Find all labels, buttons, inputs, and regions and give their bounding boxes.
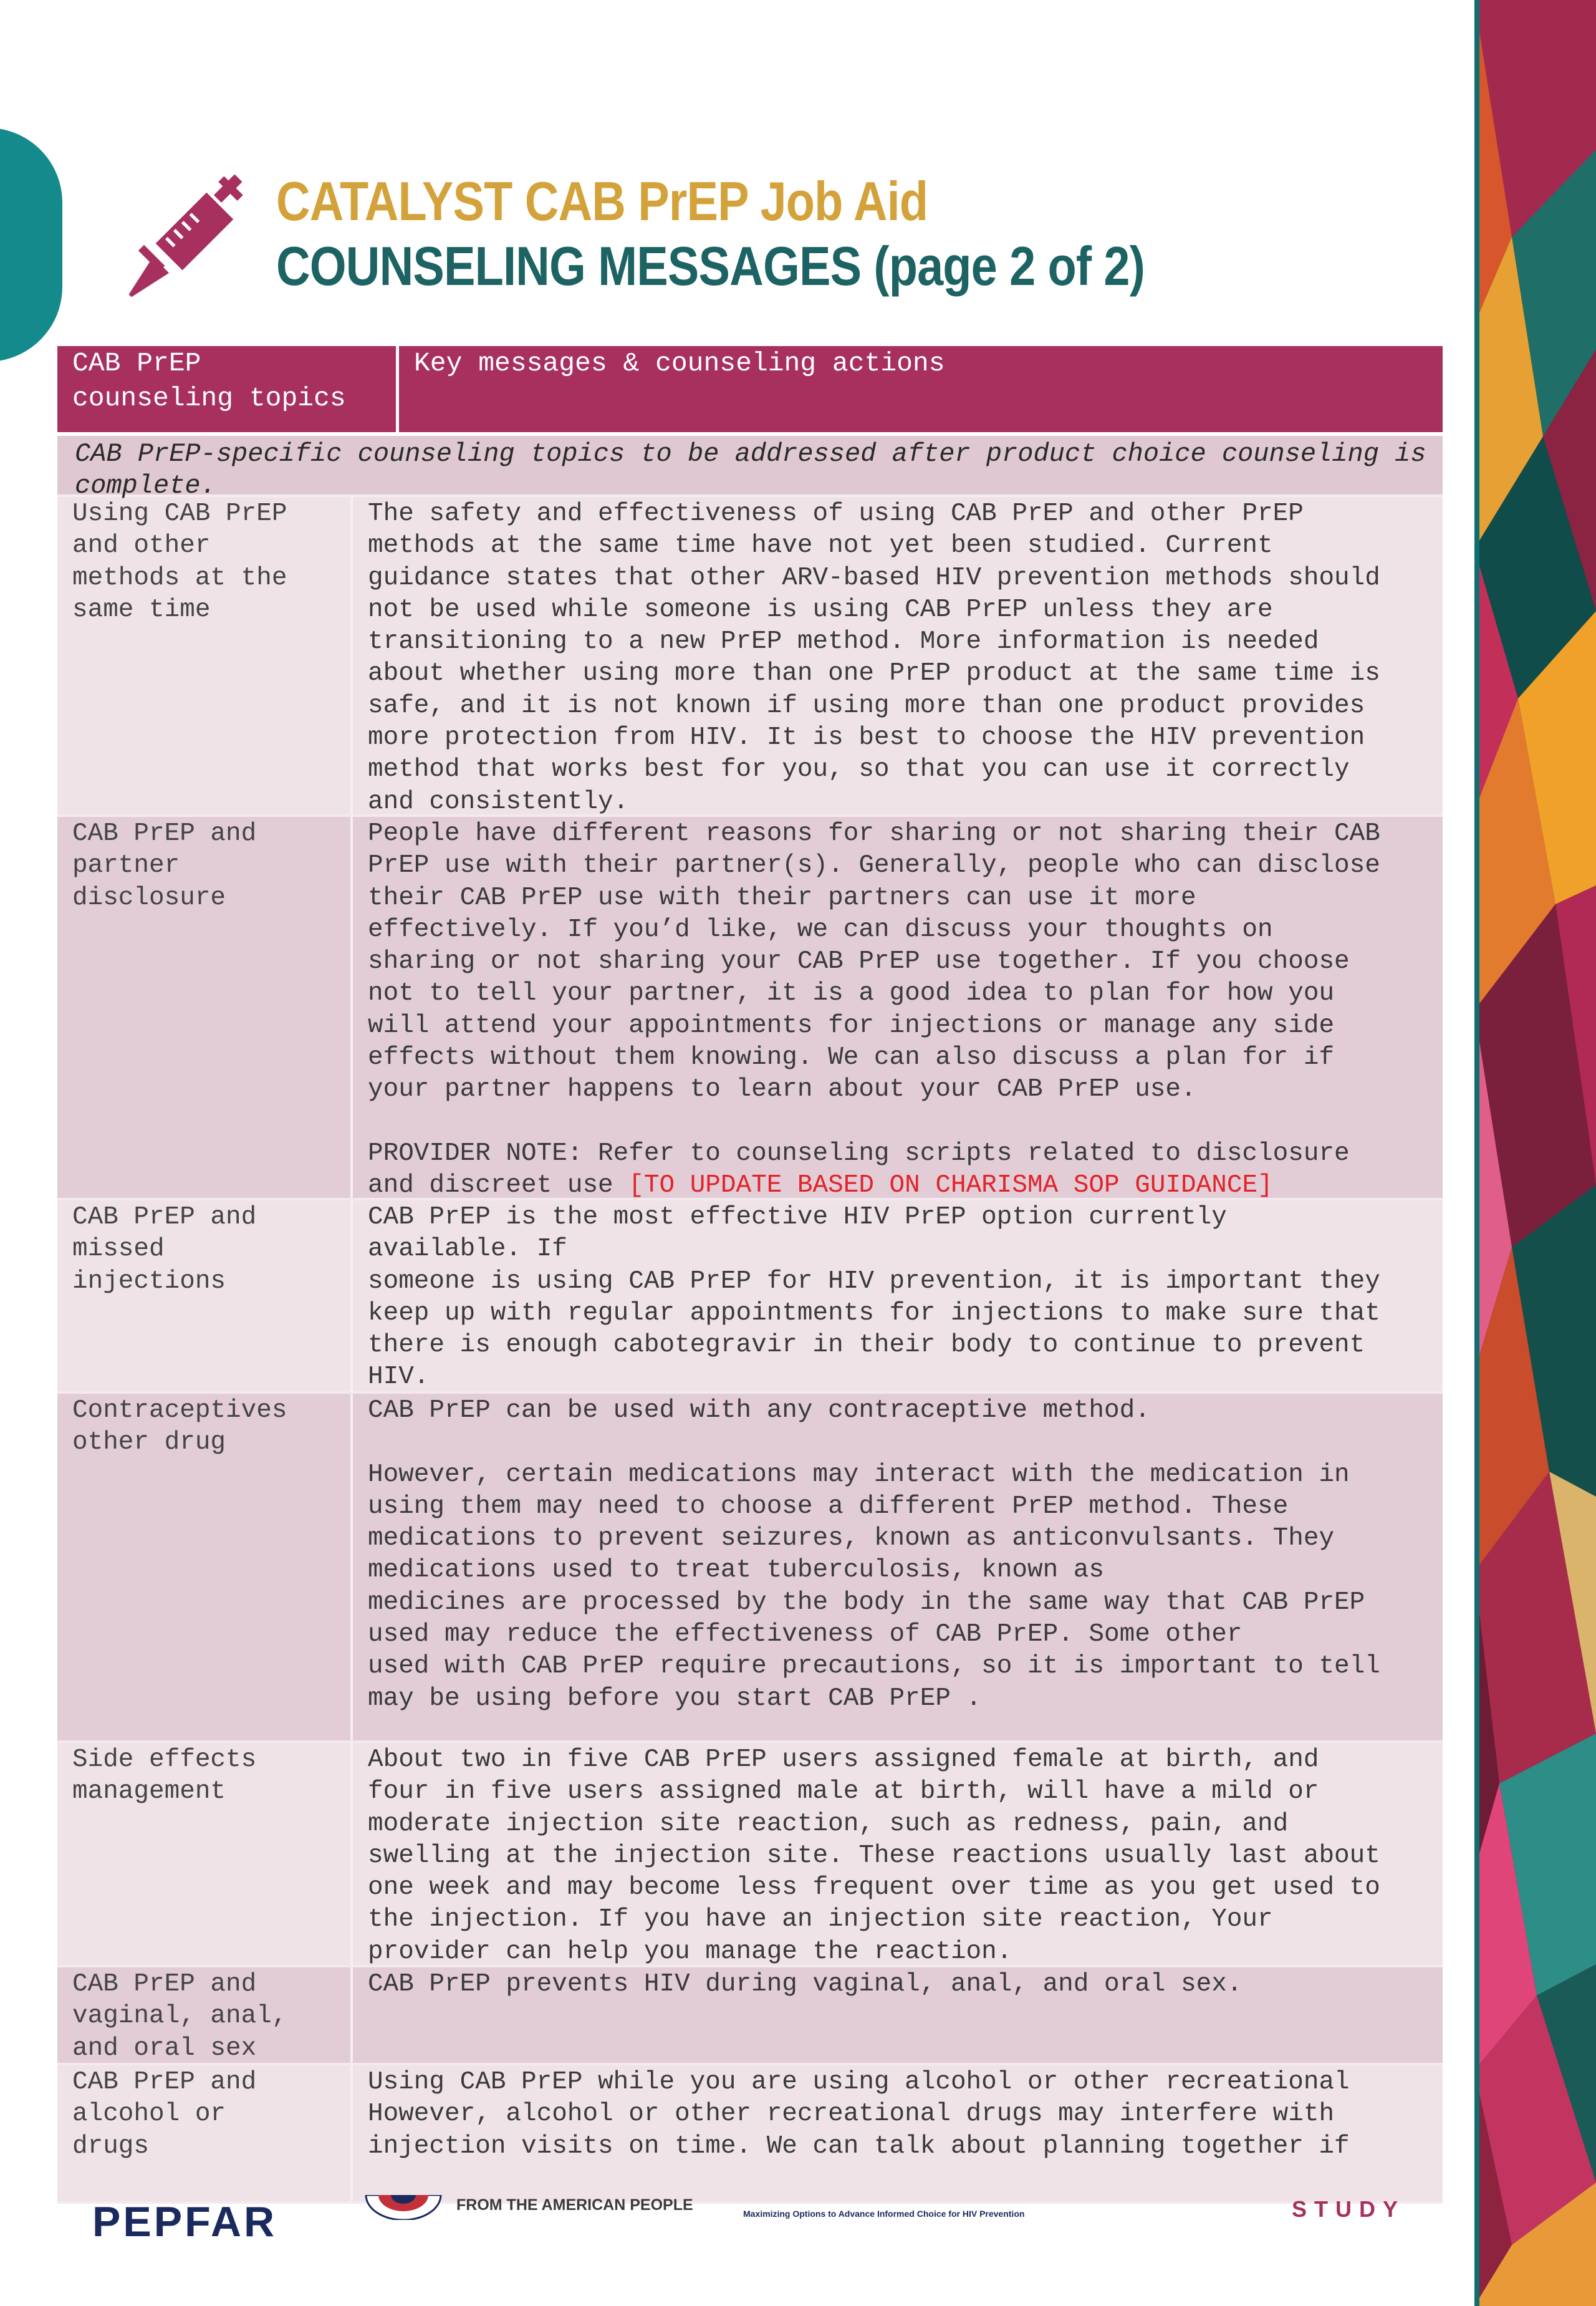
pepfar-logo: PEPFAR bbox=[92, 2198, 277, 2246]
table-row bbox=[57, 1967, 1443, 2065]
update-note: [TO UPDATE BASED ON CHARISMA SOP GUIDANCE] bbox=[628, 1171, 1273, 1200]
topic-cell: CAB PrEP and missed injections bbox=[57, 1200, 353, 1391]
study-tagline: Maximizing Options to Advance Informed Choice for HIV Prevention bbox=[743, 2209, 1025, 2219]
message-cell: The safety and effectiveness of using CAB PrEP and other PrEP methods at the same time have not yet been studied. Current guidance states that other ARV-based HIV prevention methods should not be used while someone is using CAB PrEP unless they are transitioning to a new PrEP method. More information is needed about whether using more than one PrEP product at the same time is safe, and it is not known if using more than one product provides more protection from HIV. It is best to choose the HIV prevention method that works best for you, so that you can use it correctly and consistently. bbox=[368, 499, 1380, 816]
teal-divider-line bbox=[1474, 0, 1479, 2306]
message-cell bbox=[353, 817, 1443, 1198]
study-logo: STUDY bbox=[1292, 2196, 1406, 2222]
message-text: People have different reasons for sharing or not sharing their CAB PrEP use with their partner(s). Generally, people who can disclose their CAB PrEP use with their partners can use it more effectively. If you’d like, we can discuss your thoughts on sharing or not sharing your CAB PrEP use together. If you choose not to tell your partner, it is a good idea to plan for how you will attend your appointments for injections or manage any side effects without them knowing. We can also discuss a plan for if your partner happens to learn about your CAB PrEP use. PROVIDER NOTE: Refer to counseling scripts related to disclosure and discreet use bbox=[368, 819, 1380, 1200]
table-row bbox=[57, 817, 1443, 1200]
message-cell: Using CAB PrEP while you are using alcohol or other recreational However, alcohol or other recreational drugs may interfere with injection visits on time. We can talk about planning together if bbox=[368, 2068, 1350, 2161]
topic-cell: Side effects management bbox=[57, 1743, 353, 1965]
page-title: CATALYST CAB PrEP Job Aid bbox=[276, 170, 928, 232]
usaid-seal-icon bbox=[363, 2195, 444, 2220]
topic-cell: CAB PrEP and alcohol or drugs bbox=[57, 2065, 353, 2201]
syringe-icon bbox=[123, 168, 257, 302]
counseling-table bbox=[57, 346, 1443, 2204]
table-row bbox=[57, 2065, 1443, 2204]
message-cell: CAB PrEP prevents HIV during vaginal, anal, and oral sex. bbox=[368, 1970, 1243, 1999]
message-cell: CAB PrEP can be used with any contraceptive method. However, certain medications may interact with the medication in using them may need to choose a different PrEP method. These medications to prevent seizures, known as anticonvulsants. They medications used to treat tuberculosis, known as medicines are processed by the body in the same way that CAB PrEP used may reduce the effectiveness of CAB PrEP. Some other used with CAB PrEP require precautions, so it is important to tell may be using before you start CAB PrEP . bbox=[368, 1396, 1380, 1713]
table-row bbox=[57, 497, 1443, 817]
table-row bbox=[57, 1200, 1443, 1394]
topic-cell: CAB PrEP and partner disclosure bbox=[57, 817, 353, 1198]
column-header-messages: Key messages & counseling actions bbox=[414, 348, 945, 379]
message-cell: CAB PrEP is the most effective HIV PrEP option currently available. If someone is using CAB PrEP for HIV prevention, it is important they keep up with regular appointments for injections to make sure that there is enough cabotegravir in their body to continue to prevent HIV. bbox=[368, 1203, 1380, 1392]
footer-logos bbox=[57, 2195, 1443, 2245]
column-header-topics: CAB PrEP counseling topics bbox=[57, 346, 399, 432]
table-row bbox=[57, 1743, 1443, 1967]
table-header-row bbox=[57, 346, 1443, 436]
table-row bbox=[57, 1394, 1443, 1743]
topic-cell: Using CAB PrEP and other methods at the same time bbox=[57, 497, 353, 814]
geometric-pattern-decoration bbox=[1474, 0, 1596, 2306]
message-cell: About two in five CAB PrEP users assigned female at birth, and four in five users assigned male at birth, will have a mild or moderate injection site reaction, such as redness, pain, and swelling at the injection site. These reactions usually last about one week and may become less frequent over time as you get used to the injection. If you have an injection site reaction, Your provider can help you manage the reaction. bbox=[368, 1745, 1380, 1966]
from-american-people: FROM THE AMERICAN PEOPLE bbox=[456, 2196, 693, 2214]
topic-cell: CAB PrEP and vaginal, anal, and oral sex bbox=[57, 1967, 353, 2063]
teal-side-tab bbox=[0, 128, 62, 362]
section-note: CAB PrEP-specific counseling topics to be addressed after product choice counseling is complete. bbox=[57, 436, 1443, 497]
topic-cell: Contraceptives other drug bbox=[57, 1394, 353, 1740]
page-subtitle: COUNSELING MESSAGES (page 2 of 2) bbox=[276, 235, 1145, 297]
